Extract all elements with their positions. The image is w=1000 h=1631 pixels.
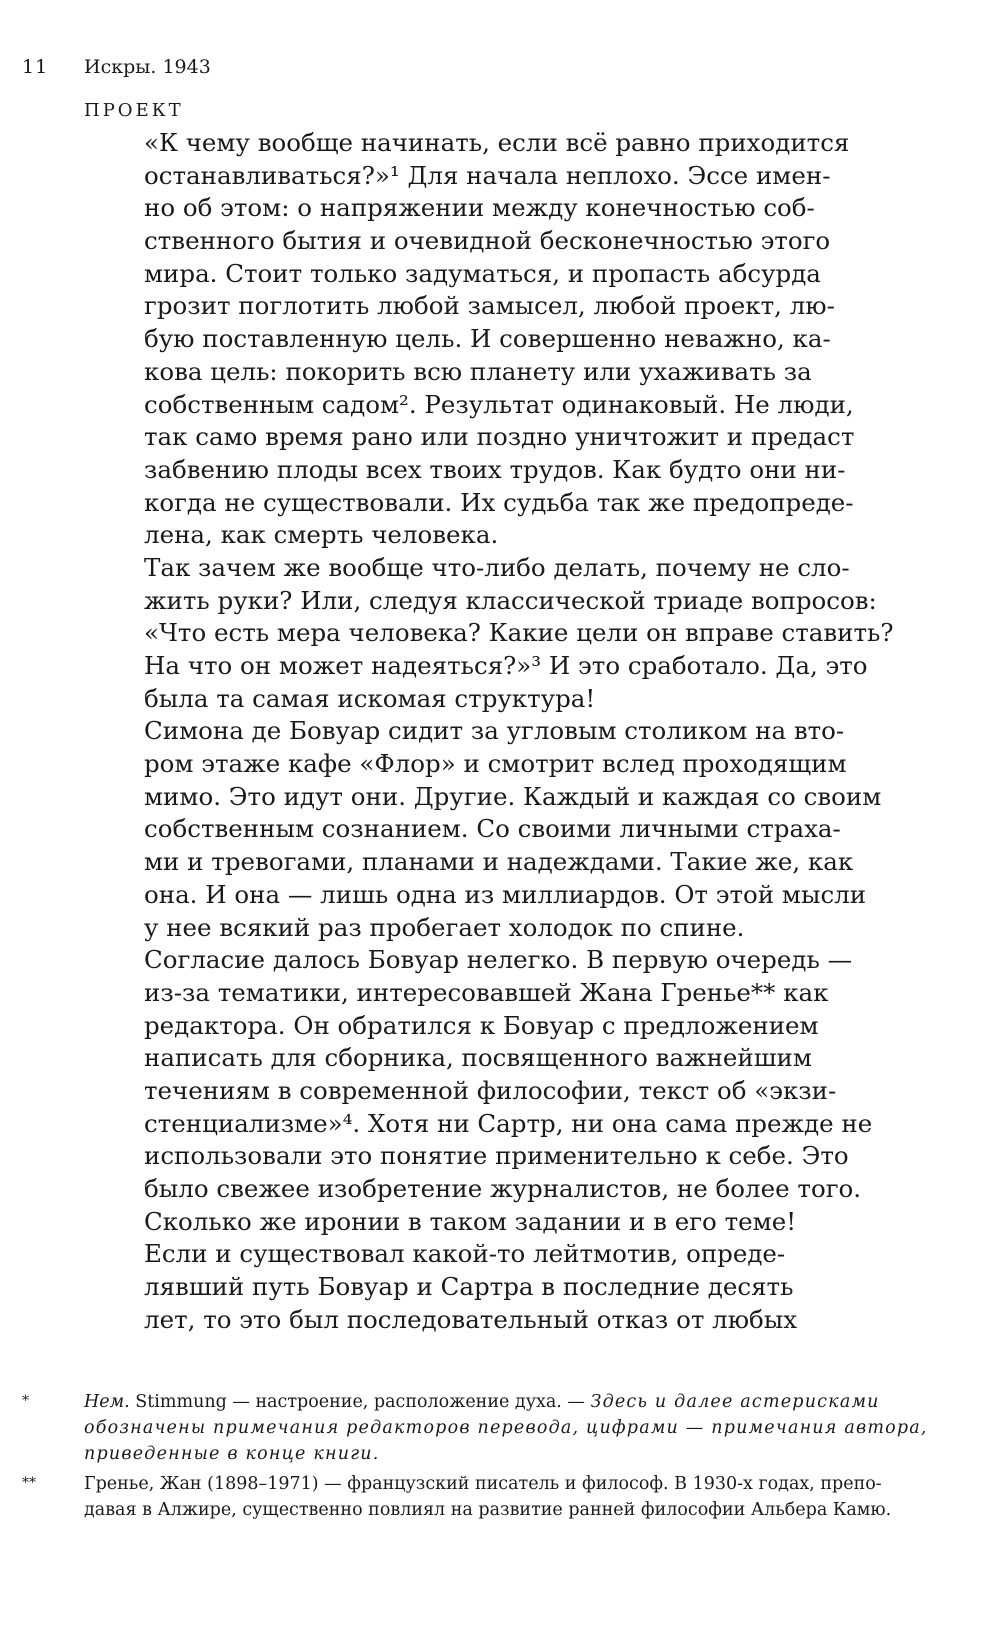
section-heading: ПРОЕКТ: [84, 100, 184, 121]
page-number: 11: [22, 56, 49, 78]
footnote-1-lang: Нем.: [84, 1392, 130, 1412]
footnote-1-line-2: обозначены примечания редакторов перевода, цифрами — примечания автора,: [84, 1418, 928, 1438]
text-line: бую поставленную цель. И совершенно неважно, ка-: [144, 324, 831, 354]
footnote-1-line-1: [84, 1389, 880, 1415]
text-line: собственным сознанием. Со своими личными страха-: [144, 814, 841, 844]
text-line: кова цель: покорить всю планету или ухаживать за: [144, 356, 812, 386]
text-line: Так зачем же вообще что-либо делать, почему не сло-: [144, 552, 850, 582]
footnote-1-editorial: Здесь и далее астерисками: [590, 1392, 880, 1412]
text-line: останавливаться?»¹ Для начала неплохо. Эссе имен-: [144, 160, 831, 190]
text-line: забвению плоды всех твоих трудов. Как будто они ни-: [144, 454, 846, 484]
text-line: лет, то это был последовательный отказ от любых: [144, 1304, 798, 1334]
text-line: она. И она — лишь одна из миллиардов. От этой мысли: [144, 879, 867, 909]
text-line: Симона де Бовуар сидит за угловым столиком на вто-: [144, 716, 845, 746]
text-line: редактора. Он обратился к Бовуар с предложением: [144, 1010, 819, 1040]
text-line: «Что есть мера человека? Какие цели он вправе ставить?: [144, 618, 894, 648]
text-line: у нее всякий раз пробегает холодок по спине.: [144, 912, 745, 942]
text-line: было свежее изобретение журналистов, не более того.: [144, 1174, 862, 1203]
text-line: написать для сборника, посвященного важнейшим: [144, 1043, 812, 1073]
text-line: Согласие далось Бовуар нелегко. В первую очередь —: [144, 945, 853, 975]
text-line: грозит поглотить любой замысел, любой проект, лю-: [144, 291, 835, 321]
text-line: собственным садом². Результат одинаковый. Не люди,: [144, 389, 854, 419]
text-line: стенциализме»⁴. Хотя ни Сартр, ни она сама прежде не: [144, 1108, 873, 1138]
footnote-1-line-3: приведенные в конце книги.: [84, 1444, 380, 1464]
text-line: из-за тематики, интересовавшей Жана Гренье** как: [144, 977, 829, 1007]
text-line: использовали это понятие применительно к себе. Это: [144, 1141, 849, 1171]
text-line: ственного бытия и очевидной бесконечностью этого: [144, 226, 831, 256]
text-line: жить руки? Или, следуя классической триаде вопросов:: [144, 585, 877, 615]
text-line: так само время рано или поздно уничтожит и предаст: [144, 422, 855, 452]
text-line: «К чему вообще начинать, если всё равно приходится: [144, 128, 850, 157]
text-line: когда не существовали. Их судьба так же предопреде-: [144, 487, 854, 517]
running-title: Искры. 1943: [84, 56, 211, 78]
text-line: лявший путь Бовуар и Сартра в последние десять: [144, 1272, 794, 1302]
footnote-2-line-1: Гренье, Жан (1898–1971) — французский писатель и философ. В 1930-х годах, препо-: [84, 1474, 882, 1494]
footnote-1-mark: *: [22, 1393, 29, 1409]
text-line: мимо. Это идут они. Другие. Каждый и каждая со своим: [144, 781, 882, 811]
text-line: была та самая искомая структура!: [144, 683, 596, 713]
footnote-1-text: Stimmung — настроение, расположение духа. —: [129, 1392, 591, 1412]
text-line: Если и существовал какой-то лейтмотив, опреде-: [144, 1239, 786, 1269]
text-line: но об этом: о напряжении между конечностью соб-: [144, 193, 815, 223]
text-line: ми и тревогами, планами и надеждами. Такие же, как: [144, 847, 854, 877]
text-line: лена, как смерть человека.: [144, 520, 499, 550]
footnote-2-line-2: давая в Алжире, существенно повлиял на развитие ранней философии Альбера Камю.: [84, 1500, 892, 1520]
text-line: ром этаже кафе «Флор» и смотрит вслед проходящим: [144, 749, 847, 779]
text-line: течениям в современной философии, текст об «экзи-: [144, 1075, 837, 1105]
text-line: мира. Стоит только задуматься, и пропасть абсурда: [144, 258, 821, 288]
footnote-2-mark: **: [22, 1475, 36, 1491]
text-line: Сколько же иронии в таком задании и в его теме!: [144, 1206, 797, 1236]
body-text: [144, 127, 894, 1336]
text-line: На что он может надеяться?»³ И это сработало. Да, это: [144, 651, 868, 680]
